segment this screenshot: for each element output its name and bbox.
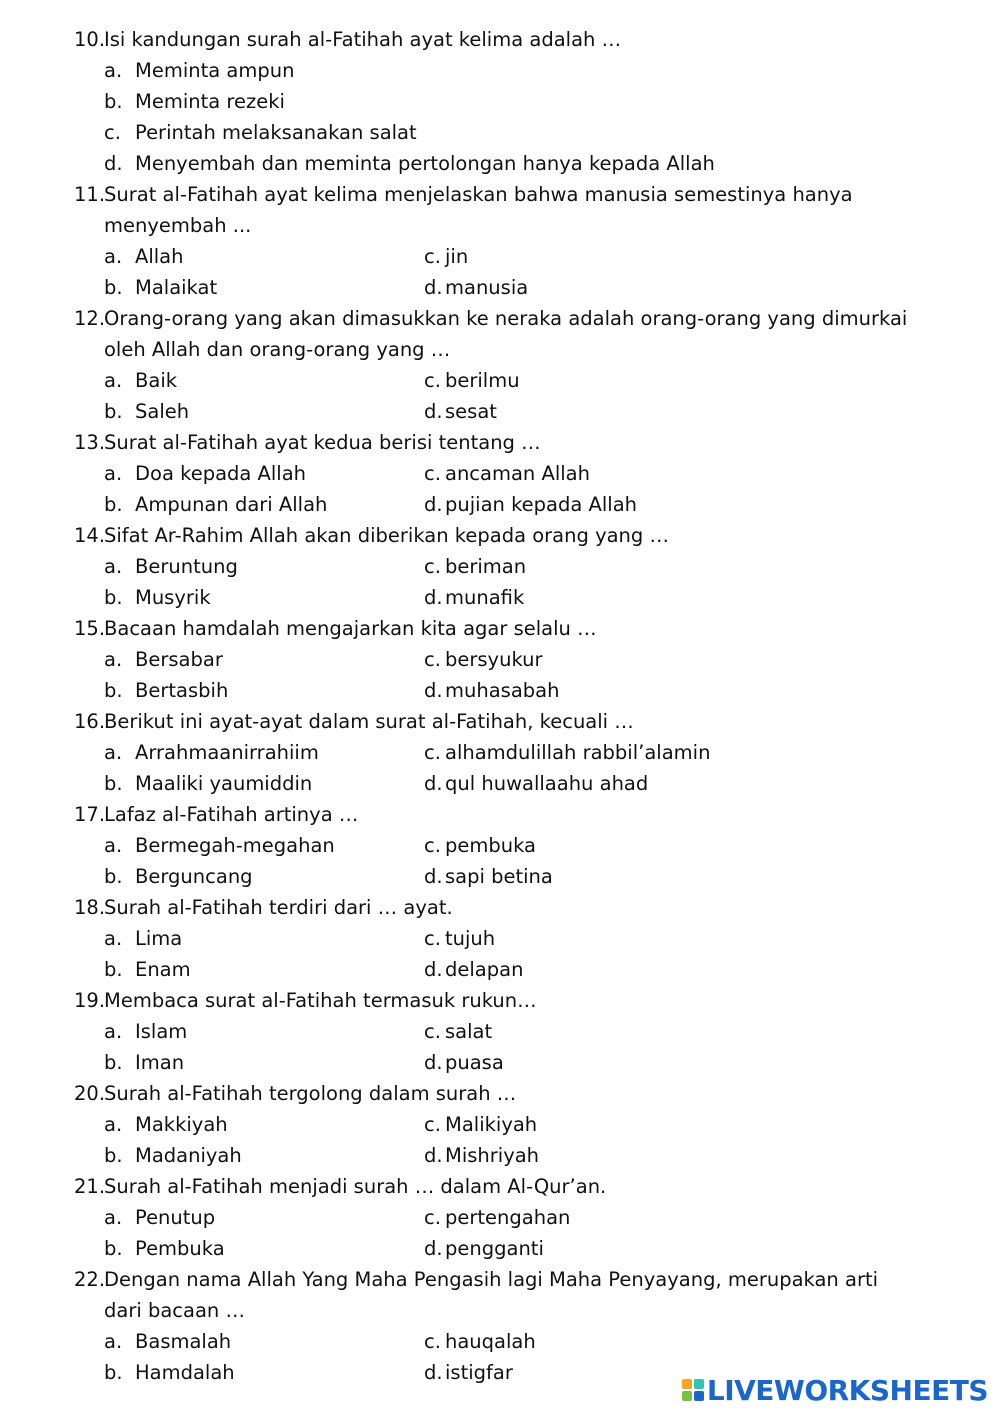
logo-square-1 xyxy=(682,1379,692,1389)
question-block xyxy=(74,1264,954,1388)
option-letter: b. xyxy=(104,276,123,299)
option-letter: a. xyxy=(104,59,123,82)
answer-option[interactable] xyxy=(104,1202,424,1233)
option-row xyxy=(104,86,954,117)
option-text: Menyembah dan meminta pertolongan hanya kepada Allah xyxy=(135,152,715,175)
option-letter: d. xyxy=(104,152,123,175)
answer-option[interactable] xyxy=(104,458,424,489)
question-block xyxy=(74,613,954,706)
option-row xyxy=(104,861,954,892)
options xyxy=(74,923,954,985)
option-letter: d. xyxy=(424,958,443,981)
option-letter: a. xyxy=(104,834,123,857)
option-letter: b. xyxy=(104,586,123,609)
option-text: Perintah melaksanakan salat xyxy=(135,121,417,144)
question-number: 15. xyxy=(74,617,106,640)
option-letter: c. xyxy=(424,1206,441,1229)
question-number: 20. xyxy=(74,1082,106,1105)
question-line xyxy=(74,613,954,644)
option-text: Saleh xyxy=(135,400,190,423)
question-number: 16. xyxy=(74,710,106,733)
option-row xyxy=(104,458,954,489)
option-text: pujian kepada Allah xyxy=(445,493,638,516)
question-number: 19. xyxy=(74,989,106,1012)
option-letter: b. xyxy=(104,1361,123,1384)
option-letter: b. xyxy=(104,865,123,888)
option-text: Hamdalah xyxy=(135,1361,235,1384)
option-letter: b. xyxy=(104,1237,123,1260)
answer-option[interactable] xyxy=(424,551,526,582)
option-text: beriman xyxy=(445,555,527,578)
option-text: Berguncang xyxy=(135,865,253,888)
answer-option[interactable] xyxy=(424,644,543,675)
option-letter: d. xyxy=(424,679,443,702)
option-text: puasa xyxy=(445,1051,504,1074)
answer-option[interactable] xyxy=(104,768,424,799)
option-row xyxy=(104,148,954,179)
option-text: Lima xyxy=(135,927,183,950)
option-text: Makkiyah xyxy=(135,1113,228,1136)
option-text: Malikiyah xyxy=(445,1113,538,1136)
answer-option[interactable] xyxy=(424,861,553,892)
question-text: Berikut ini ayat-ayat dalam surat al-Fatihah, kecuali … xyxy=(104,710,634,733)
answer-option[interactable] xyxy=(104,148,904,179)
question-block xyxy=(74,427,954,520)
option-row xyxy=(104,923,954,954)
option-letter: c. xyxy=(424,462,441,485)
option-text: muhasabah xyxy=(445,679,560,702)
option-letter: d. xyxy=(424,1051,443,1074)
option-text: Penutup xyxy=(135,1206,216,1229)
option-row xyxy=(104,1202,954,1233)
question-text: Surah al-Fatihah menjadi surah … dalam Al-Qur’an. xyxy=(104,1175,607,1198)
option-text: manusia xyxy=(445,276,529,299)
option-letter: a. xyxy=(104,245,123,268)
question-block xyxy=(74,303,954,427)
option-letter: b. xyxy=(104,1051,123,1074)
option-row xyxy=(104,1047,954,1078)
answer-option[interactable] xyxy=(424,954,523,985)
answer-option[interactable] xyxy=(424,241,468,272)
answer-option[interactable] xyxy=(424,365,520,396)
option-letter: a. xyxy=(104,741,123,764)
question-number: 10. xyxy=(74,28,106,51)
option-letter: c. xyxy=(424,1113,441,1136)
question-number: 22. xyxy=(74,1268,106,1291)
logo-square-4 xyxy=(694,1391,704,1401)
answer-option[interactable] xyxy=(424,1016,492,1047)
answer-option[interactable] xyxy=(424,1326,536,1357)
option-text: hauqalah xyxy=(445,1330,536,1353)
answer-option[interactable] xyxy=(104,86,904,117)
option-letter: a. xyxy=(104,927,123,950)
liveworksheets-logo-icon xyxy=(682,1379,704,1401)
option-letter: b. xyxy=(104,493,123,516)
option-text: Madaniyah xyxy=(135,1144,242,1167)
answer-option[interactable] xyxy=(424,396,497,427)
answer-option[interactable] xyxy=(104,582,424,613)
question-number: 21. xyxy=(74,1175,106,1198)
option-text: Baik xyxy=(135,369,178,392)
options xyxy=(74,365,954,427)
option-text: Malaikat xyxy=(135,276,218,299)
options xyxy=(74,55,954,179)
option-letter: c. xyxy=(424,245,441,268)
question-block xyxy=(74,1171,954,1264)
option-text: alhamdulillah rabbil’alamin xyxy=(445,741,711,764)
option-row xyxy=(104,675,954,706)
question-number: 14. xyxy=(74,524,106,547)
option-text: tujuh xyxy=(445,927,496,950)
answer-option[interactable] xyxy=(104,644,424,675)
question-block xyxy=(74,985,954,1078)
option-row xyxy=(104,551,954,582)
option-text: pengganti xyxy=(445,1237,544,1260)
question-number: 12. xyxy=(74,307,106,330)
question-text-continued: dari bacaan … xyxy=(104,1299,245,1322)
options xyxy=(74,458,954,520)
question-line xyxy=(74,706,954,737)
option-letter: a. xyxy=(104,369,123,392)
option-text: Meminta rezeki xyxy=(135,90,285,113)
question-line xyxy=(74,179,954,210)
options xyxy=(74,241,954,303)
option-letter: c. xyxy=(424,927,441,950)
answer-option[interactable] xyxy=(424,830,536,861)
answer-option[interactable] xyxy=(424,768,648,799)
option-row xyxy=(104,582,954,613)
option-row xyxy=(104,1140,954,1171)
option-row xyxy=(104,489,954,520)
option-text: Ampunan dari Allah xyxy=(135,493,328,516)
answer-option[interactable] xyxy=(104,551,424,582)
question-line xyxy=(74,985,954,1016)
option-row xyxy=(104,241,954,272)
question-text: Surah al-Fatihah tergolong dalam surah … xyxy=(104,1082,517,1105)
answer-option[interactable] xyxy=(424,1109,537,1140)
question-block xyxy=(74,179,954,303)
option-text: Meminta ampun xyxy=(135,59,295,82)
options xyxy=(74,830,954,892)
option-text: Arrahmaanirrahiim xyxy=(135,741,319,764)
option-text: pembuka xyxy=(445,834,537,857)
question-line xyxy=(74,1264,954,1295)
answer-option[interactable] xyxy=(104,272,424,303)
answer-option[interactable] xyxy=(104,365,424,396)
answer-option[interactable] xyxy=(424,675,559,706)
option-letter: d. xyxy=(424,586,443,609)
answer-option[interactable] xyxy=(104,1047,424,1078)
logo-text: LIVEWORKSHEETS xyxy=(706,1373,988,1407)
option-text: ancaman Allah xyxy=(445,462,590,485)
question-text: Surat al-Fatihah ayat kedua berisi tentang … xyxy=(104,431,541,454)
option-letter: a. xyxy=(104,648,123,671)
answer-option[interactable] xyxy=(104,1326,424,1357)
question-number: 11. xyxy=(74,183,106,206)
option-letter: c. xyxy=(104,121,121,144)
option-text: delapan xyxy=(445,958,524,981)
option-letter: c. xyxy=(424,1020,441,1043)
option-letter: b. xyxy=(104,400,123,423)
option-text: sesat xyxy=(445,400,497,423)
question-block xyxy=(74,24,954,179)
option-letter: b. xyxy=(104,679,123,702)
question-block xyxy=(74,799,954,892)
option-letter: a. xyxy=(104,1020,123,1043)
option-text: munafik xyxy=(445,586,525,609)
answer-option[interactable] xyxy=(104,1109,424,1140)
question-line xyxy=(74,24,954,55)
question-line xyxy=(74,520,954,551)
liveworksheets-logo xyxy=(682,1373,988,1407)
question-text-continued: oleh Allah dan orang-orang yang … xyxy=(104,338,451,361)
question-line xyxy=(74,1078,954,1109)
option-text: Bermegah-megahan xyxy=(135,834,335,857)
answer-option[interactable] xyxy=(104,396,424,427)
option-text: Iman xyxy=(135,1051,185,1074)
question-text: Lafaz al-Fatihah artinya … xyxy=(104,803,359,826)
option-letter: b. xyxy=(104,1144,123,1167)
options xyxy=(74,1202,954,1264)
option-letter: d. xyxy=(424,865,443,888)
option-row xyxy=(104,768,954,799)
option-text: Islam xyxy=(135,1020,188,1043)
option-row xyxy=(104,1233,954,1264)
question-text: Bacaan hamdalah mengajarkan kita agar selalu … xyxy=(104,617,597,640)
question-text-continued: menyembah ... xyxy=(104,214,252,237)
option-letter: d. xyxy=(424,1144,443,1167)
question-block xyxy=(74,892,954,985)
answer-option[interactable] xyxy=(104,489,424,520)
option-text: Mishriyah xyxy=(445,1144,540,1167)
option-row xyxy=(104,830,954,861)
question-block xyxy=(74,520,954,613)
question-text: Orang-orang yang akan dimasukkan ke neraka adalah orang-orang yang dimurkai xyxy=(104,307,908,330)
option-text: Musyrik xyxy=(135,586,211,609)
option-letter: c. xyxy=(424,555,441,578)
question-text: Surah al-Fatihah terdiri dari … ayat. xyxy=(104,896,453,919)
option-row xyxy=(104,737,954,768)
answer-option[interactable] xyxy=(424,1140,539,1171)
answer-option[interactable] xyxy=(424,737,710,768)
option-letter: a. xyxy=(104,1206,123,1229)
option-letter: b. xyxy=(104,772,123,795)
option-text: Beruntung xyxy=(135,555,238,578)
answer-option[interactable] xyxy=(424,1047,504,1078)
question-number: 13. xyxy=(74,431,106,454)
option-letter: c. xyxy=(424,834,441,857)
option-text: Pembuka xyxy=(135,1237,225,1260)
question-line xyxy=(74,892,954,923)
options xyxy=(74,551,954,613)
answer-option[interactable] xyxy=(424,458,590,489)
option-letter: c. xyxy=(424,648,441,671)
options xyxy=(74,644,954,706)
option-letter: a. xyxy=(104,555,123,578)
question-line xyxy=(74,427,954,458)
answer-option[interactable] xyxy=(424,272,528,303)
option-letter: d. xyxy=(424,400,443,423)
option-text: salat xyxy=(445,1020,493,1043)
option-text: pertengahan xyxy=(445,1206,571,1229)
question-text: Isi kandungan surah al-Fatihah ayat kelima adalah … xyxy=(104,28,622,51)
option-text: qul huwallaahu ahad xyxy=(445,772,649,795)
option-row xyxy=(104,1326,954,1357)
question-text: Sifat Ar-Rahim Allah akan diberikan kepada orang yang … xyxy=(104,524,669,547)
options xyxy=(74,1016,954,1078)
answer-option[interactable] xyxy=(424,1202,570,1233)
option-row xyxy=(104,117,954,148)
option-letter: c. xyxy=(424,741,441,764)
answer-option[interactable] xyxy=(104,923,424,954)
option-text: bersyukur xyxy=(445,648,543,671)
option-text: Doa kepada Allah xyxy=(135,462,307,485)
option-row xyxy=(104,396,954,427)
option-letter: c. xyxy=(424,1330,441,1353)
answer-option[interactable] xyxy=(104,1357,424,1388)
option-text: Bertasbih xyxy=(135,679,229,702)
answer-option[interactable] xyxy=(104,241,424,272)
answer-option[interactable] xyxy=(424,489,637,520)
question-line xyxy=(74,799,954,830)
option-text: jin xyxy=(445,245,469,268)
answer-option[interactable] xyxy=(424,1233,544,1264)
option-letter: d. xyxy=(424,493,443,516)
options xyxy=(74,1109,954,1171)
options xyxy=(74,737,954,799)
logo-square-3 xyxy=(682,1391,692,1401)
option-letter: a. xyxy=(104,1330,123,1353)
option-row xyxy=(104,365,954,396)
option-letter: d. xyxy=(424,276,443,299)
question-text: Surat al-Fatihah ayat kelima menjelaskan bahwa manusia semestinya hanya xyxy=(104,183,853,206)
answer-option[interactable] xyxy=(104,861,424,892)
option-letter: d. xyxy=(424,1361,443,1384)
option-text: Basmalah xyxy=(135,1330,232,1353)
option-letter: a. xyxy=(104,462,123,485)
option-text: Enam xyxy=(135,958,191,981)
option-letter: d. xyxy=(424,772,443,795)
answer-option[interactable] xyxy=(104,1016,424,1047)
option-text: sapi betina xyxy=(445,865,553,888)
answer-option[interactable] xyxy=(424,923,495,954)
option-text: Allah xyxy=(135,245,184,268)
question-line xyxy=(74,1171,954,1202)
option-letter: d. xyxy=(424,1237,443,1260)
answer-option[interactable] xyxy=(104,117,904,148)
question-block xyxy=(74,706,954,799)
question-line xyxy=(74,303,954,334)
option-letter: b. xyxy=(104,90,123,113)
question-number: 17. xyxy=(74,803,106,826)
option-row xyxy=(104,272,954,303)
answer-option[interactable] xyxy=(104,1140,424,1171)
answer-option[interactable] xyxy=(104,737,424,768)
question-number: 18. xyxy=(74,896,106,919)
answer-option[interactable] xyxy=(424,1357,513,1388)
option-text: Maaliki yaumiddin xyxy=(135,772,313,795)
option-row xyxy=(104,1109,954,1140)
option-letter: c. xyxy=(424,369,441,392)
option-row xyxy=(104,55,954,86)
option-text: istigfar xyxy=(445,1361,513,1384)
answer-option[interactable] xyxy=(104,55,904,86)
worksheet xyxy=(74,24,954,1388)
option-text: berilmu xyxy=(445,369,520,392)
question-text: Membaca surat al-Fatihah termasuk rukun… xyxy=(104,989,537,1012)
question-block xyxy=(74,1078,954,1171)
answer-option[interactable] xyxy=(104,675,424,706)
answer-option[interactable] xyxy=(104,954,424,985)
option-letter: a. xyxy=(104,1113,123,1136)
question-text: Dengan nama Allah Yang Maha Pengasih lagi Maha Penyayang, merupakan arti xyxy=(104,1268,879,1291)
option-row xyxy=(104,954,954,985)
option-row xyxy=(104,644,954,675)
logo-square-2 xyxy=(694,1379,704,1389)
answer-option[interactable] xyxy=(424,582,524,613)
option-row xyxy=(104,1016,954,1047)
option-letter: b. xyxy=(104,958,123,981)
answer-option[interactable] xyxy=(104,830,424,861)
option-text: Bersabar xyxy=(135,648,223,671)
answer-option[interactable] xyxy=(104,1233,424,1264)
